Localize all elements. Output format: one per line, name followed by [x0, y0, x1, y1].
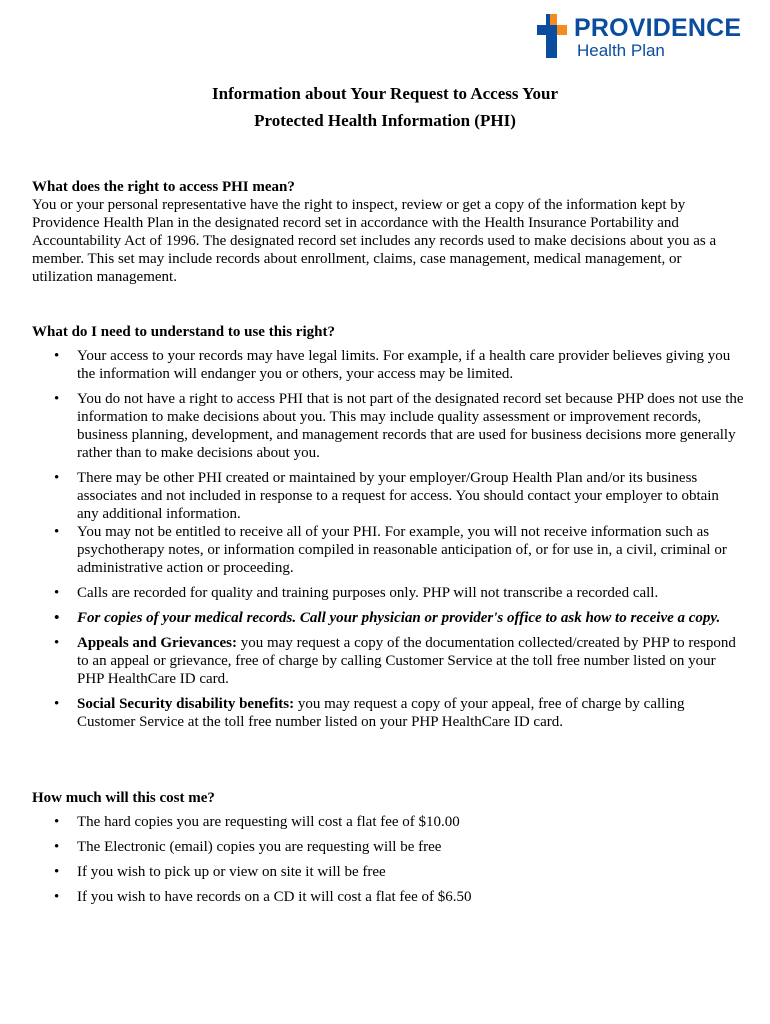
list-item: • You do not have a right to access PHI that is not part of the designated record set because PHP does not use the information to make decisions about you. This may include quality assessment or improvement records, business planning, development, and management records that are used for business decisions more generally rather than to make decisions about you. — [32, 390, 744, 462]
section-heading-understand: What do I need to understand to use this right? — [32, 324, 335, 340]
list-item: • The Electronic (email) copies you are requesting will be free — [32, 838, 744, 856]
list-item-medical-records: • For copies of your medical records. Call your physician or provider's office to ask how to receive a copy. — [32, 609, 744, 627]
logo-wordmark: PROVIDENCE — [574, 14, 742, 42]
list-item-appeals — [32, 634, 744, 688]
page-title — [0, 80, 770, 134]
cross-icon — [537, 14, 569, 58]
list-item-ssd — [32, 695, 744, 731]
logo-subtitle: Health Plan — [577, 41, 665, 60]
list-item: • If you wish to pick up or view on site it will be free — [32, 863, 744, 881]
list-item: • The hard copies you are requesting will cost a flat fee of $10.00 — [32, 813, 744, 831]
appeals-text: you may request a copy of the documentation collected/created by PHP to respond to an appeal or grievance, free of charge by calling Customer Service at the toll free number listed on your PHP HealthCare ID card. — [77, 635, 736, 687]
section-heading-cost: How much will this cost me? — [32, 790, 215, 806]
list-item: • Calls are recorded for quality and training purposes only. PHP will not transcribe a recorded call. — [32, 584, 744, 602]
title-line-1: Information about Your Request to Access Your — [212, 84, 558, 103]
title-line-2: Protected Health Information (PHI) — [254, 111, 516, 130]
ssd-text: you may request a copy of your appeal, free of charge by calling Customer Service at the toll free number listed on your PHP HealthCare ID card. — [77, 696, 685, 730]
list-item: • Your access to your records may have legal limits. For example, if a health care provider believes giving you the information will endanger you or others, your access may be limited. — [32, 347, 744, 383]
section-paragraph-right-to-access: You or your personal representative have the right to inspect, review or get a copy of the information kept by Providence Health Plan in the designated record set in accordance with the Health Insurance Portability and Accountability Act of 1996. The designated record set includes any records used to make decisions about you as a member. This set may include records about enrollment, claims, case management, medical management, or utilization management. — [32, 197, 717, 285]
section-heading-right-to-access: What does the right to access PHI mean? — [32, 179, 295, 195]
list-item: • There may be other PHI created or maintained by your employer/Group Health Plan and/or its business associates and not included in response to a request for access. You should contact your employer to obtain any additional information. — [32, 469, 744, 523]
document-body — [32, 178, 744, 906]
understand-list — [32, 347, 744, 731]
list-item: • If you wish to have records on a CD it will cost a flat fee of $6.50 — [32, 888, 744, 906]
cost-list — [32, 813, 744, 906]
ssd-label: Social Security disability benefits: — [77, 696, 295, 712]
list-item: • You may not be entitled to receive all of your PHI. For example, you will not receive information such as psychotherapy notes, or information compiled in reasonable anticipation of, or for use in, a civil, criminal or administrative action or proceeding. — [32, 523, 744, 577]
appeals-label: Appeals and Grievances: — [77, 635, 238, 651]
providence-logo — [537, 14, 747, 64]
